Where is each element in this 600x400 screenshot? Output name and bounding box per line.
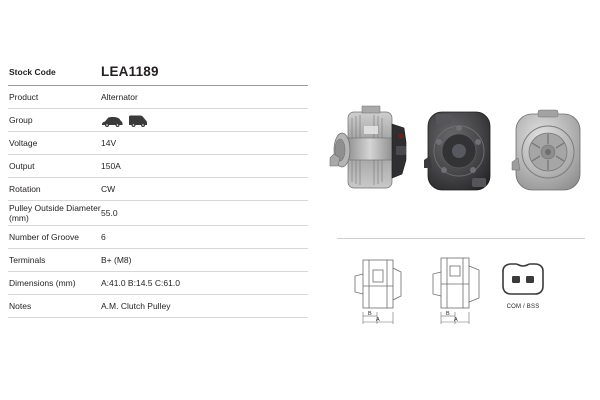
terminals-value: B+ (M8) (101, 255, 132, 266)
group-icon-set (101, 113, 308, 127)
car-icon (101, 116, 123, 127)
dimensions-label: Dimensions (mm) (9, 278, 76, 289)
alternator-front-view (508, 96, 590, 211)
output-label: Output (9, 160, 35, 171)
table-row-group (8, 109, 308, 132)
alternator-side-view (322, 96, 414, 211)
dimension-label-a: A (376, 317, 380, 323)
table-row-number-of-groove (8, 226, 308, 249)
group-value (101, 113, 308, 127)
technical-drawing-right (423, 250, 491, 335)
table-row-voltage (8, 132, 308, 155)
table-row-output (8, 155, 308, 178)
output-value: 150A (101, 160, 121, 171)
notes-value: A.M. Clutch Pulley (101, 301, 171, 312)
stock-code-label: Stock Code (9, 67, 56, 78)
specification-table (8, 60, 308, 318)
dimension-label-b: B (446, 311, 450, 317)
pulley-outside-diameter-label: Pulley Outside Diameter (mm) (9, 203, 101, 224)
product-label: Product (9, 91, 39, 102)
table-row-rotation (8, 178, 308, 201)
table-row-pulley-outside-diameter (8, 201, 308, 226)
terminals-label: Terminals (9, 255, 46, 266)
table-row-notes (8, 295, 308, 318)
connector-label: COM / BSS (506, 304, 540, 310)
rotation-value: CW (101, 183, 116, 194)
technical-drawing-left (347, 250, 415, 335)
dimensions-value: A:41.0 B:14.5 C:61.0 (101, 278, 180, 289)
table-row-terminals (8, 249, 308, 272)
table-row-product (8, 86, 308, 109)
table-row-dimensions (8, 272, 308, 295)
connector-icon (500, 262, 546, 296)
voltage-value: 14V (101, 137, 117, 148)
alternator-rear-view (418, 96, 502, 211)
dimension-label-a: A (454, 317, 458, 323)
dimension-label-b: B (368, 311, 372, 317)
product-photo-panel (322, 96, 590, 212)
connector-block (492, 262, 554, 310)
table-row-stock-code (8, 60, 308, 86)
number-of-groove-value: 6 (101, 232, 106, 243)
rotation-label: Rotation (9, 183, 41, 194)
voltage-label: Voltage (9, 137, 38, 148)
section-divider (337, 238, 585, 239)
group-label: Group (9, 114, 33, 125)
van-icon (128, 114, 148, 127)
stock-code-value: LEA1189 (101, 64, 159, 80)
number-of-groove-label: Number of Groove (9, 232, 79, 243)
product-value: Alternator (101, 91, 138, 102)
notes-label: Notes (9, 301, 32, 312)
pulley-outside-diameter-value: 55.0 (101, 207, 118, 218)
